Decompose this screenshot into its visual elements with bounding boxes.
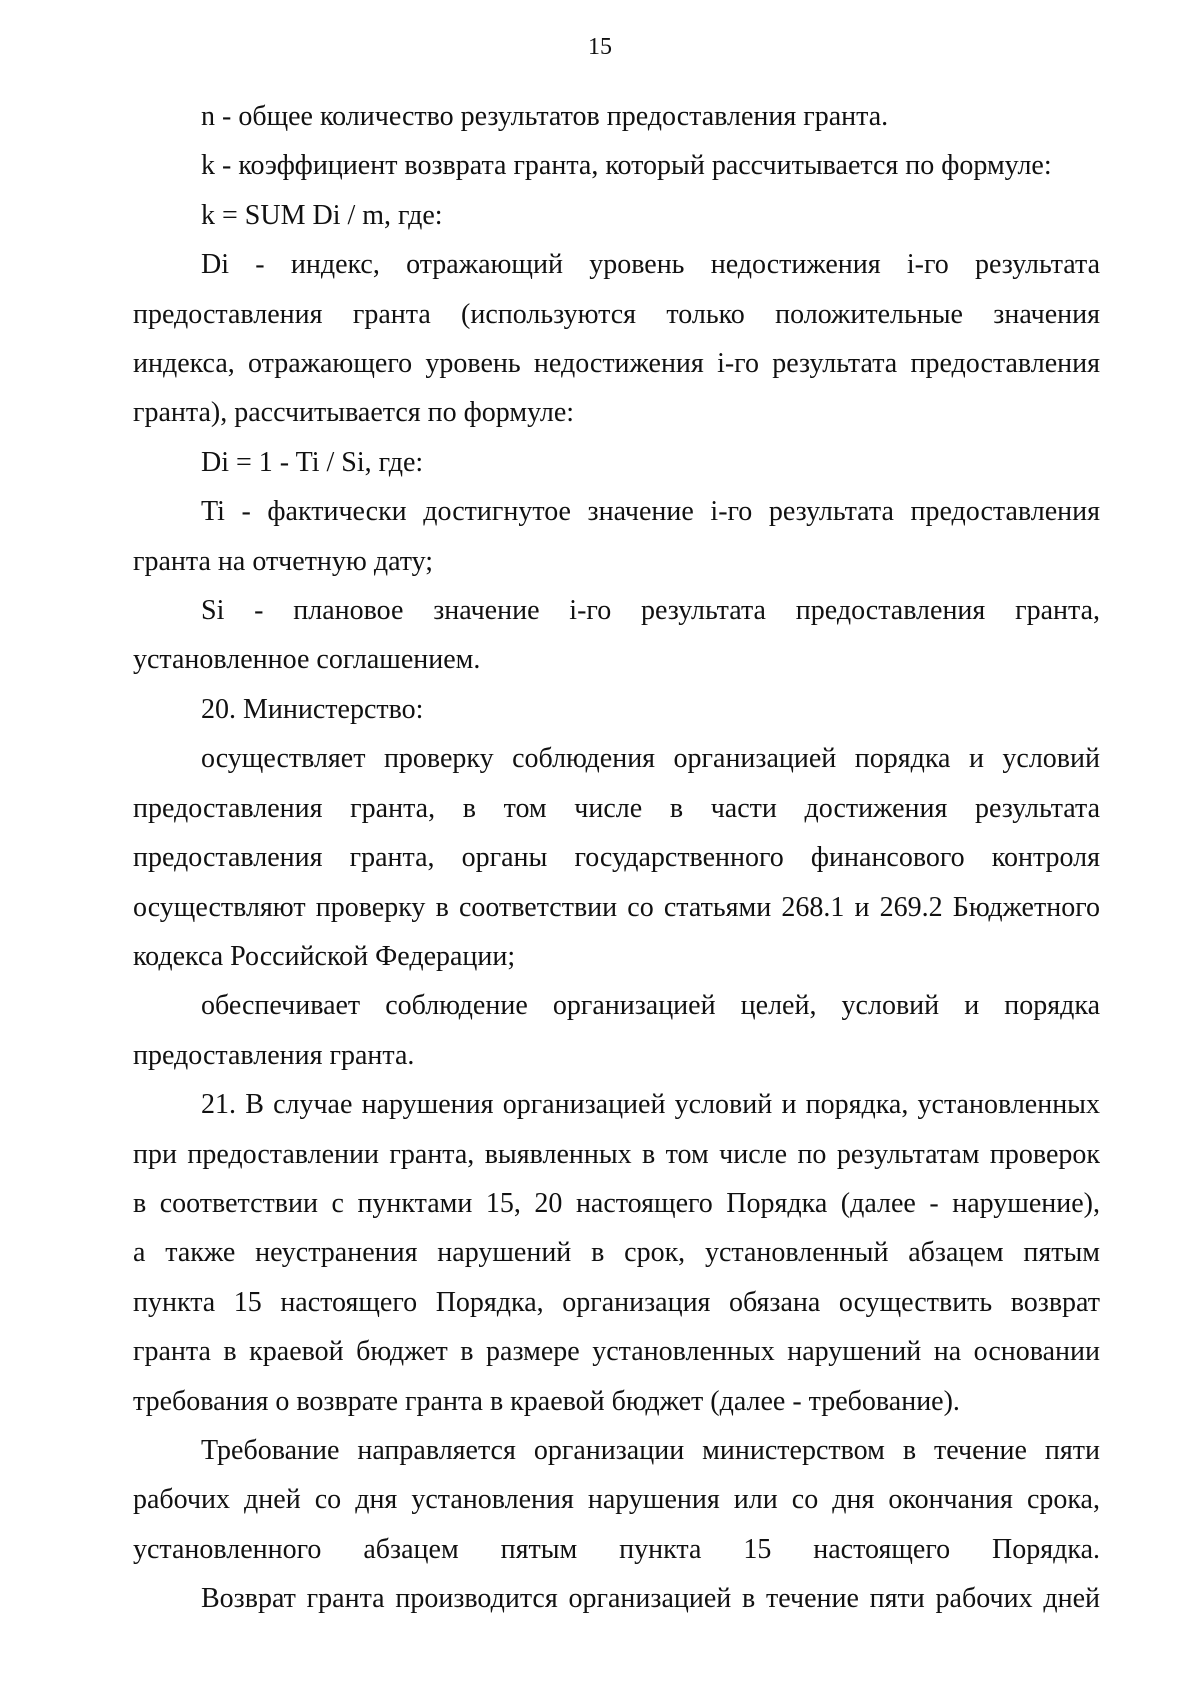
paragraph: [133, 734, 1100, 981]
text-line: установленное соглашением.: [133, 644, 481, 676]
text-line: а также неустранения нарушений в срок, установленный абзацем пятым: [133, 1237, 1100, 1269]
text-line: Ti - фактически достигнутое значение i-го результата предоставления: [201, 496, 1100, 528]
paragraph: [133, 586, 1100, 685]
text-line: предоставления гранта (используются только положительные значения: [133, 298, 1100, 330]
text-line: гранта на отчетную дату;: [133, 545, 434, 577]
text-line: требования о возврате гранта в краевой бюджет (далее - требование).: [133, 1385, 960, 1417]
text-line: гранта), рассчитывается по формуле:: [133, 397, 575, 429]
text-line: Di - индекс, отражающий уровень недостижения i-го результата: [201, 249, 1100, 281]
text-line: при предоставлении гранта, выявленных в том числе по результатам проверок: [133, 1138, 1100, 1170]
text-line: Si - плановое значение i-го результата предоставления гранта,: [201, 595, 1100, 627]
paragraph: [133, 1574, 1100, 1623]
text-line: предоставления гранта.: [133, 1039, 415, 1071]
text-line: гранта в краевой бюджет в размере установленных нарушений на основании: [133, 1336, 1100, 1368]
text-line: рабочих дней со дня установления нарушения или со дня окончания срока,: [133, 1484, 1100, 1516]
text-line: предоставления гранта, органы государственного финансового контроля: [133, 842, 1100, 874]
paragraph: [133, 240, 1100, 438]
paragraph: [133, 981, 1100, 1080]
text-line: Di = 1 - Ti / Si, где:: [201, 446, 424, 478]
paragraph: [133, 487, 1100, 586]
text-line: Возврат гранта производится организацией в течение пяти рабочих дней: [201, 1583, 1100, 1615]
text-line: установленного абзацем пятым пункта 15 настоящего Порядка.: [133, 1533, 1100, 1565]
page-number: 15: [588, 34, 612, 60]
text-line: осуществляет проверку соблюдения организацией порядка и условий: [201, 743, 1100, 775]
text-line: k - коэффициент возврата гранта, который рассчитывается по формуле:: [201, 150, 1052, 182]
section-21: [133, 1080, 1100, 1426]
text-line: обеспечивает соблюдение организацией целей, условий и порядка: [201, 990, 1100, 1022]
paragraph: [133, 92, 1100, 141]
text-line: n - общее количество результатов предоставления гранта.: [201, 101, 889, 132]
text-line: в соответствии с пунктами 15, 20 настоящего Порядка (далее - нарушение),: [133, 1187, 1100, 1219]
section-heading-20: [133, 685, 1100, 734]
paragraph: [133, 191, 1100, 240]
text-line: предоставления гранта, в том числе в части достижения результата: [133, 792, 1100, 824]
paragraph: [133, 438, 1100, 487]
text-line: 21. В случае нарушения организацией условий и порядка, установленных: [201, 1089, 1100, 1121]
text-line: Требование направляется организации министерством в течение пяти: [201, 1434, 1100, 1466]
text-line: 20. Министерство:: [201, 693, 424, 725]
text-line: осуществляют проверку в соответствии со статьями 268.1 и 269.2 Бюджетного: [133, 891, 1100, 923]
text-line: кодекса Российской Федерации;: [133, 940, 516, 972]
paragraph: [133, 141, 1100, 190]
text-line: пункта 15 настоящего Порядка, организация обязана осуществить возврат: [133, 1286, 1100, 1318]
text-line: k = SUM Di / m, где:: [201, 199, 443, 231]
document-body: [133, 92, 1100, 1624]
paragraph: [133, 1426, 1100, 1574]
text-line: индекса, отражающего уровень недостижения i-го результата предоставления: [133, 348, 1100, 380]
